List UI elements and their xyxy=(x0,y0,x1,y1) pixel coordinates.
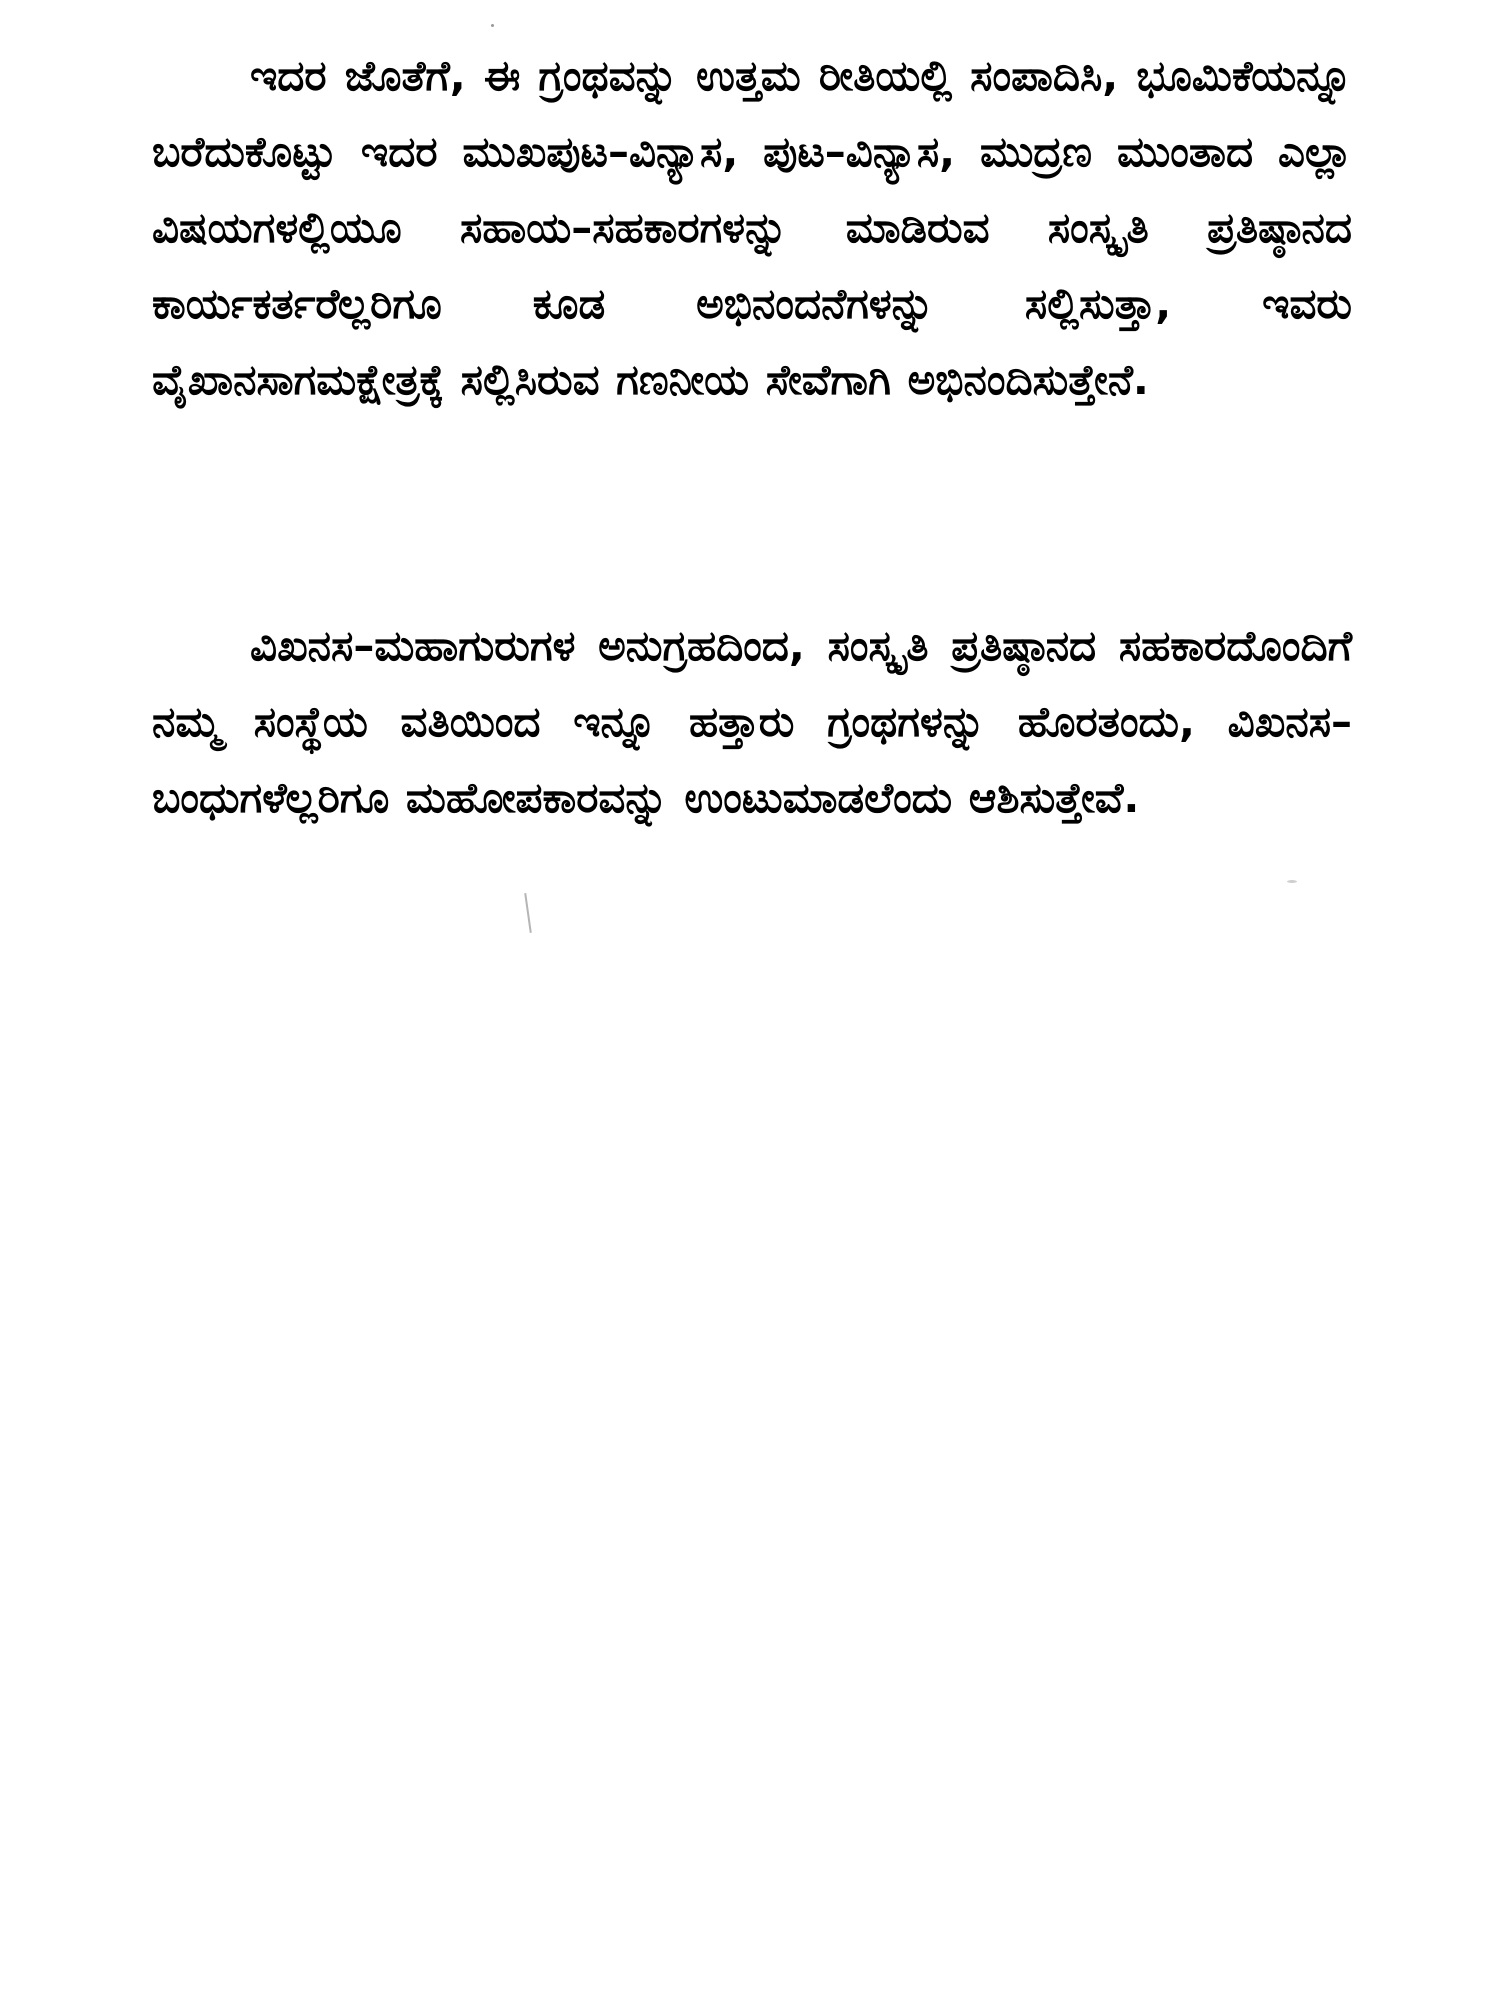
paragraph-blessing: ವಿಖನಸ–ಮಹಾಗುರುಗಳ ಅನುಗ್ರಹದಿಂದ, ಸಂಸ್ಕೃತಿ ಪ್ರತಿಷ್ಠಾನದ ಸಹಕಾರದೊಂದಿಗೆ ನಮ್ಮ ಸಂಸ್ಥೆಯ ವತಿಯಿಂದ ಇನ್ನೂ ಹತ್ತಾರು ಗ್ರಂಥಗಳನ್ನು ಹೊರತಂದು, ವಿಖನಸ–ಬಂಧುಗಳೆಲ್ಲರಿಗೂ ಮಹೋಪಕಾರವನ್ನು ಉಂಟುಮಾಡಲೆಂದು ಆಶಿಸುತ್ತೇವೆ. xyxy=(152,621,1352,822)
paragraph-acknowledgement: ಇದರ ಜೊತೆಗೆ, ಈ ಗ್ರಂಥವನ್ನು ಉತ್ತಮ ರೀತಿಯಲ್ಲಿ ಸಂಪಾದಿಸಿ, ಭೂಮಿಕೆಯನ್ನೂ ಬರೆದುಕೊಟ್ಟು ಇದರ ಮುಖಪುಟ–ವಿನ್ಯಾಸ, ಪುಟ–ವಿನ್ಯಾಸ, ಮುದ್ರಣ ಮುಂತಾದ ಎಲ್ಲಾ ವಿಷಯಗಳಲ್ಲಿಯೂ ಸಹಾಯ–ಸಹಕಾರಗಳನ್ನು ಮಾಡಿರುವ ಸಂಸ್ಕೃತಿ ಪ್ರತಿಷ್ಠಾನದ ಕಾರ್ಯಕರ್ತರೆಲ್ಲರಿಗೂ ಕೂಡ ಅಭಿನಂದನೆಗಳನ್ನು ಸಲ್ಲಿಸುತ್ತಾ, ಇವರು ವೈಖಾನಸಾಗಮಕ್ಷೇತ್ರಕ್ಕೆ ಸಲ್ಲಿಸಿರುವ ಗಣನೀಯ ಸೇವೆಗಾಗಿ ಅಭಿನಂದಿಸುತ್ತೇನೆ. xyxy=(152,51,1352,404)
body-text-block xyxy=(152,608,1352,836)
scan-speck xyxy=(1287,880,1297,883)
scan-speck xyxy=(491,24,494,27)
scan-stroke-mark xyxy=(524,893,532,933)
body-text-block xyxy=(152,38,1352,418)
